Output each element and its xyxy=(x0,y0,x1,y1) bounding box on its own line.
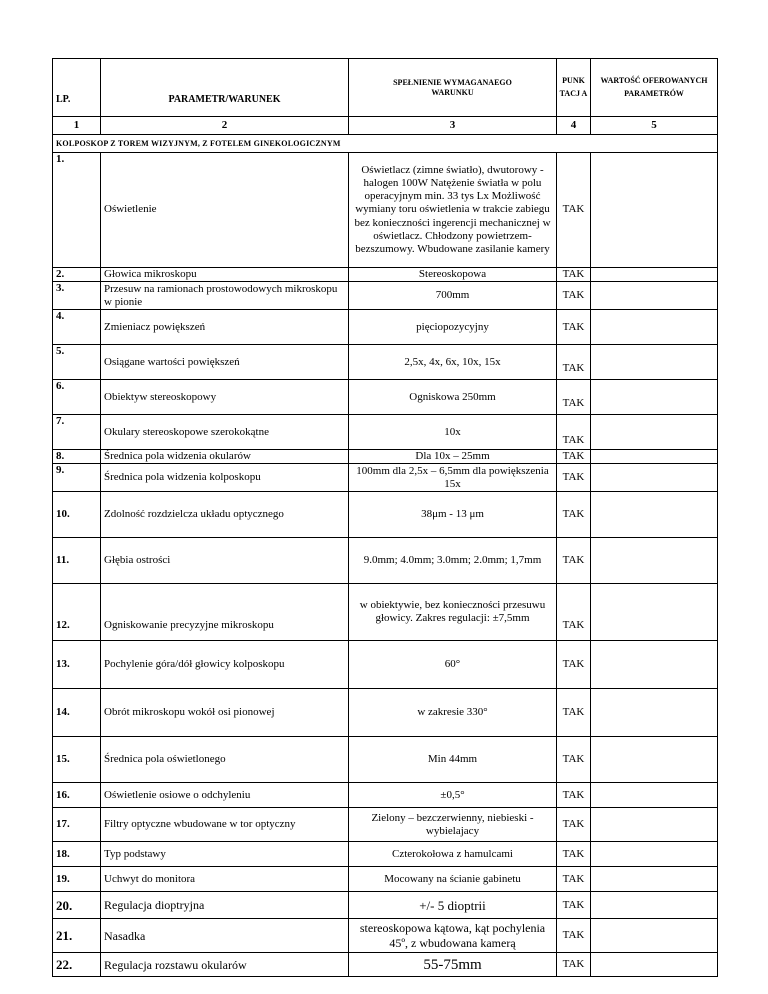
row-spec: 100mm dla 2,5x – 6,5mm dla powiększenia 15x xyxy=(349,464,557,492)
row-spec: w zakresie 330° xyxy=(349,689,557,737)
table-row xyxy=(53,345,718,380)
row-spec: Ogniskowa 250mm xyxy=(349,380,557,415)
row-value xyxy=(591,584,718,641)
row-lp: 21. xyxy=(53,919,101,953)
table-row xyxy=(53,282,718,310)
row-spec: 9.0mm; 4.0mm; 3.0mm; 2.0mm; 1,7mm xyxy=(349,538,557,584)
row-value xyxy=(591,919,718,953)
table-row xyxy=(53,492,718,538)
header-punktacja: PUNK TACJ A xyxy=(557,59,591,117)
row-tak: TAK xyxy=(557,450,591,464)
table-row xyxy=(53,310,718,345)
row-value xyxy=(591,310,718,345)
header-spelnienie: SPEŁNIENIE WYMAGANAEGO WARUNKU xyxy=(349,59,557,117)
row-tak: TAK xyxy=(557,953,591,977)
row-tak: TAK xyxy=(557,464,591,492)
specification-table-sheet xyxy=(52,58,718,977)
row-value xyxy=(591,345,718,380)
row-param: Głębia ostrości xyxy=(101,538,349,584)
row-spec: +/- 5 dioptrii xyxy=(349,892,557,919)
row-lp: 6. xyxy=(53,380,101,415)
row-value xyxy=(591,808,718,842)
row-spec: 700mm xyxy=(349,282,557,310)
table-row xyxy=(53,450,718,464)
row-param: Okulary stereoskopowe szerokokątne xyxy=(101,415,349,450)
row-lp: 17. xyxy=(53,808,101,842)
table-row xyxy=(53,464,718,492)
row-lp: 18. xyxy=(53,842,101,867)
row-param: Średnica pola widzenia okularów xyxy=(101,450,349,464)
row-lp: 5. xyxy=(53,345,101,380)
row-spec: Zielony – bezczerwienny, niebieski - wybielajacy xyxy=(349,808,557,842)
row-spec: 60° xyxy=(349,641,557,689)
row-value xyxy=(591,892,718,919)
row-tak: TAK xyxy=(557,268,591,282)
row-lp: 10. xyxy=(53,492,101,538)
row-tak: TAK xyxy=(557,282,591,310)
row-value xyxy=(591,538,718,584)
column-number-4: 4 xyxy=(557,117,591,135)
row-spec: ±0,5° xyxy=(349,783,557,808)
column-number-5: 5 xyxy=(591,117,718,135)
row-value xyxy=(591,737,718,783)
row-tak: TAK xyxy=(557,919,591,953)
row-tak: TAK xyxy=(557,538,591,584)
row-value xyxy=(591,464,718,492)
table-row xyxy=(53,641,718,689)
row-param: Regulacja rozstawu okularów xyxy=(101,953,349,977)
row-tak: TAK xyxy=(557,867,591,892)
row-value xyxy=(591,641,718,689)
row-spec: Oświetlacz (zimne światło), dwutorowy - halogen 100W Natężenie światła w polu operacyjnym min. 33 tys Lx Możliwość wymiany toru oświetlenia w trakcie zabiegu bez konieczności ingerencji mechanicznej w oświetlacz. Chłodzony powietrzem-bezszumowy. Wbudowane zasilanie kamery xyxy=(349,153,557,268)
row-tak: TAK xyxy=(557,783,591,808)
row-value xyxy=(591,268,718,282)
row-param: Uchwyt do monitora xyxy=(101,867,349,892)
table-row xyxy=(53,808,718,842)
row-tak: TAK xyxy=(557,310,591,345)
row-value xyxy=(591,415,718,450)
row-tak: TAK xyxy=(557,345,591,380)
table-row xyxy=(53,153,718,268)
table-row xyxy=(53,919,718,953)
row-lp: 2. xyxy=(53,268,101,282)
row-value xyxy=(591,953,718,977)
table-row xyxy=(53,842,718,867)
row-spec: Mocowany na ścianie gabinetu xyxy=(349,867,557,892)
row-tak: TAK xyxy=(557,415,591,450)
section-title: KOLPOSKOP Z TOREM WIZYJNYM, Z FOTELEM GINEKOLOGICZNYM xyxy=(53,135,718,153)
row-param: Przesuw na ramionach prostowodowych mikroskopu w pionie xyxy=(101,282,349,310)
table-row xyxy=(53,737,718,783)
row-param: Oświetlenie xyxy=(101,153,349,268)
row-spec: Czterokołowa z hamulcami xyxy=(349,842,557,867)
row-tak: TAK xyxy=(557,153,591,268)
row-lp: 16. xyxy=(53,783,101,808)
table-row xyxy=(53,415,718,450)
column-number-1: 1 xyxy=(53,117,101,135)
row-param: Pochylenie góra/dół głowicy kolposkopu xyxy=(101,641,349,689)
table-row xyxy=(53,538,718,584)
row-tak: TAK xyxy=(557,492,591,538)
row-lp: 3. xyxy=(53,282,101,310)
specification-table xyxy=(52,58,718,977)
row-spec: pięciopozycyjny xyxy=(349,310,557,345)
header-lp: LP. xyxy=(53,59,101,117)
row-spec: 2,5x, 4x, 6x, 10x, 15x xyxy=(349,345,557,380)
row-lp: 1. xyxy=(53,153,101,268)
header-wartosc: WARTOŚĆ OFEROWANYCH PARAMETRÓW xyxy=(591,59,718,117)
row-lp: 11. xyxy=(53,538,101,584)
row-param: Zdolność rozdzielcza układu optycznego xyxy=(101,492,349,538)
row-spec: stereoskopowa kątowa, kąt pochylenia 45º, z wbudowana kamerą xyxy=(349,919,557,953)
row-param: Regulacja dioptryjna xyxy=(101,892,349,919)
row-spec: w obiektywie, bez konieczności przesuwu głowicy. Zakres regulacji: ±7,5mm xyxy=(349,584,557,641)
table-row xyxy=(53,953,718,977)
row-value xyxy=(591,450,718,464)
table-row xyxy=(53,584,718,641)
table-row xyxy=(53,380,718,415)
table-row xyxy=(53,892,718,919)
row-param: Oświetlenie osiowe o odchyleniu xyxy=(101,783,349,808)
header-row xyxy=(53,59,718,117)
table-row xyxy=(53,689,718,737)
column-number-row xyxy=(53,117,718,135)
row-spec: 10x xyxy=(349,415,557,450)
row-lp: 20. xyxy=(53,892,101,919)
column-number-3: 3 xyxy=(349,117,557,135)
row-lp: 8. xyxy=(53,450,101,464)
row-param: Średnica pola oświetlonego xyxy=(101,737,349,783)
row-lp: 9. xyxy=(53,464,101,492)
row-param: Typ podstawy xyxy=(101,842,349,867)
row-tak: TAK xyxy=(557,842,591,867)
row-tak: TAK xyxy=(557,641,591,689)
row-value xyxy=(591,282,718,310)
row-spec: Dla 10x – 25mm xyxy=(349,450,557,464)
row-param: Średnica pola widzenia kolposkopu xyxy=(101,464,349,492)
row-tak: TAK xyxy=(557,892,591,919)
row-lp: 7. xyxy=(53,415,101,450)
row-spec: Stereoskopowa xyxy=(349,268,557,282)
row-param: Zmieniacz powiększeń xyxy=(101,310,349,345)
row-value xyxy=(591,867,718,892)
row-lp: 13. xyxy=(53,641,101,689)
row-tak: TAK xyxy=(557,689,591,737)
row-lp: 19. xyxy=(53,867,101,892)
row-param: Ogniskowanie precyzyjne mikroskopu xyxy=(101,584,349,641)
row-lp: 22. xyxy=(53,953,101,977)
row-tak: TAK xyxy=(557,380,591,415)
row-lp: 4. xyxy=(53,310,101,345)
row-lp: 12. xyxy=(53,584,101,641)
row-param: Filtry optyczne wbudowane w tor optyczny xyxy=(101,808,349,842)
row-value xyxy=(591,492,718,538)
section-row xyxy=(53,135,718,153)
row-value xyxy=(591,842,718,867)
row-value xyxy=(591,689,718,737)
row-param: Obiektyw stereoskopowy xyxy=(101,380,349,415)
row-tak: TAK xyxy=(557,808,591,842)
row-spec: 55-75mm xyxy=(349,953,557,977)
row-param: Osiągane wartości powiększeń xyxy=(101,345,349,380)
row-param: Głowica mikroskopu xyxy=(101,268,349,282)
row-tak: TAK xyxy=(557,584,591,641)
table-row xyxy=(53,268,718,282)
row-param: Nasadka xyxy=(101,919,349,953)
row-lp: 15. xyxy=(53,737,101,783)
row-spec: 38μm - 13 μm xyxy=(349,492,557,538)
row-value xyxy=(591,153,718,268)
row-spec: Min 44mm xyxy=(349,737,557,783)
row-param: Obrót mikroskopu wokół osi pionowej xyxy=(101,689,349,737)
row-value xyxy=(591,380,718,415)
row-lp: 14. xyxy=(53,689,101,737)
column-number-2: 2 xyxy=(101,117,349,135)
row-value xyxy=(591,783,718,808)
table-row xyxy=(53,867,718,892)
table-row xyxy=(53,783,718,808)
row-tak: TAK xyxy=(557,737,591,783)
header-param: PARAMETR/WARUNEK xyxy=(101,59,349,117)
